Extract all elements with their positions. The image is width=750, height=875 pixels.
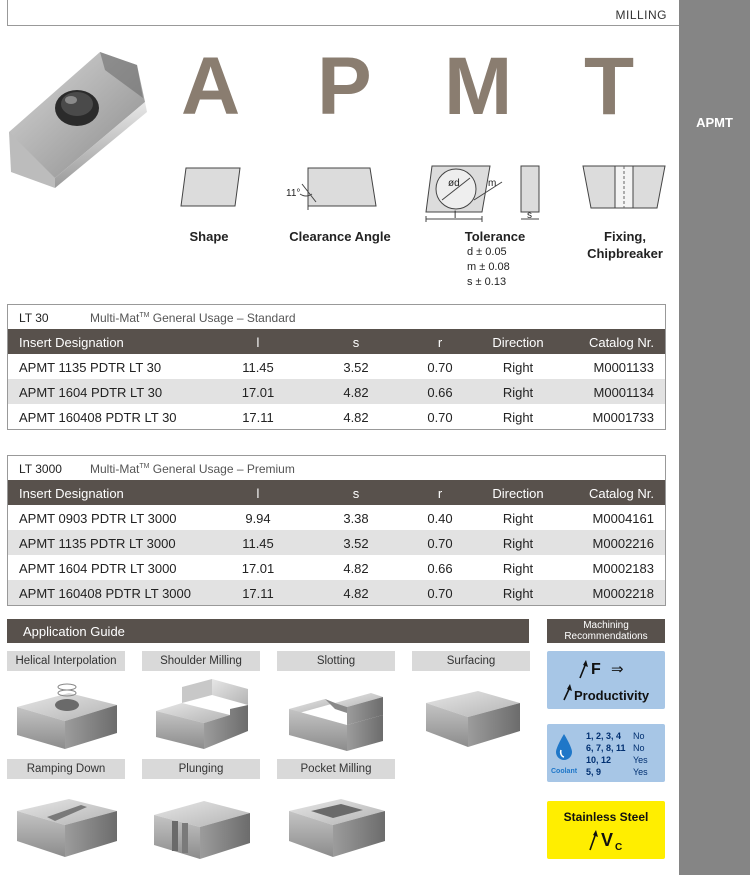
coolant-value: No xyxy=(633,743,645,753)
arrow-up-icon xyxy=(577,660,589,680)
sidebar-code: APMT xyxy=(696,115,733,130)
cell: M0004161 xyxy=(592,511,654,526)
cell: 4.82 xyxy=(343,586,369,601)
cell: Right xyxy=(502,410,534,425)
table-row xyxy=(8,379,665,404)
sidebar xyxy=(679,0,750,875)
app-slotting xyxy=(277,651,395,760)
cell: 3.52 xyxy=(343,536,369,551)
machining-recommendations-header xyxy=(547,619,665,643)
slotting-icon xyxy=(277,671,395,755)
cell: Right xyxy=(502,385,534,400)
col-direction: Direction xyxy=(492,486,544,501)
cell: 3.52 xyxy=(343,360,369,375)
code-letter-t: T xyxy=(584,41,635,132)
tolerance-d: d ± 0.05 xyxy=(467,246,507,258)
table-grade: LT 30 xyxy=(19,311,49,325)
diameter-label: ød xyxy=(448,178,460,189)
s-label: s xyxy=(527,210,532,221)
fixing-diagram xyxy=(581,164,667,212)
mr-title-2: Recommendations xyxy=(564,631,648,642)
app-surfacing xyxy=(412,651,530,760)
table-row xyxy=(8,404,665,429)
col-s: s xyxy=(352,486,360,501)
cell: 9.94 xyxy=(245,511,271,526)
cell: Right xyxy=(502,511,534,526)
app-ramping-down xyxy=(7,759,125,868)
ramping-down-icon xyxy=(7,779,125,863)
cell: APMT 160408 PDTR LT 3000 xyxy=(19,586,191,601)
cell: 0.40 xyxy=(427,511,453,526)
cell: 0.70 xyxy=(427,536,453,551)
table-description: Multi-Mat™ General Usage – Standard xyxy=(90,311,296,325)
caption-fixing-2: Chipbreaker xyxy=(587,246,663,261)
cell: 0.70 xyxy=(427,360,453,375)
caption-clearance: Clearance Angle xyxy=(289,229,391,244)
cell: APMT 1135 PDTR LT 30 xyxy=(19,360,162,375)
caption-tolerance: Tolerance xyxy=(464,229,526,244)
coolant-group: 10, 12 xyxy=(586,755,612,765)
col-direction: Direction xyxy=(492,335,544,350)
cell: Right xyxy=(502,561,534,576)
tolerance-s: s ± 0.13 xyxy=(467,276,507,288)
application-guide-title: Application Guide xyxy=(23,624,125,639)
tolerance-values xyxy=(467,245,510,290)
cell: Right xyxy=(502,536,534,551)
col-designation: Insert Designation xyxy=(19,486,124,501)
vc-label: V xyxy=(601,830,614,850)
app-helical-interpolation xyxy=(7,651,125,760)
tolerance-diagram xyxy=(424,160,549,224)
table-lt30 xyxy=(7,304,666,430)
cell: 4.82 xyxy=(343,561,369,576)
cell: 11.45 xyxy=(242,360,274,375)
cell: M0002216 xyxy=(592,536,654,551)
cell: APMT 160408 PDTR LT 30 xyxy=(19,410,177,425)
coolant-box xyxy=(547,724,665,782)
arrow-up-icon xyxy=(587,830,599,852)
app-label: Plunging xyxy=(142,759,260,779)
angle-label: 11° xyxy=(286,188,301,199)
coolant-label: Coolant xyxy=(551,768,578,775)
vc-subscript: C xyxy=(615,842,623,853)
shoulder-milling-icon xyxy=(142,671,260,755)
table-header-row xyxy=(8,329,665,354)
coolant-value: Yes xyxy=(633,767,648,777)
table-title xyxy=(8,456,665,480)
helical-interpolation-icon xyxy=(7,671,125,755)
mr-title-1: Machining xyxy=(583,620,629,631)
cell: APMT 1604 PDTR LT 30 xyxy=(19,385,163,400)
section-title: MILLING xyxy=(615,8,667,22)
caption-shape: Shape xyxy=(189,229,229,244)
coolant-value: No xyxy=(633,731,645,741)
col-l: l xyxy=(256,335,260,350)
cell: M0001733 xyxy=(592,410,654,425)
coolant-group: 5, 9 xyxy=(586,767,602,777)
clearance-diagram xyxy=(282,164,382,210)
col-r: r xyxy=(437,486,443,501)
code-letter-p: P xyxy=(317,41,372,132)
app-label: Ramping Down xyxy=(7,759,125,779)
table-row xyxy=(8,354,665,379)
col-catalog: Catalog Nr. xyxy=(588,335,654,350)
coolant-value: Yes xyxy=(633,755,648,765)
plunging-icon xyxy=(142,779,260,863)
cell: 4.82 xyxy=(343,410,369,425)
cell: 17.01 xyxy=(241,385,275,400)
arrow-up-icon xyxy=(561,684,573,702)
cell: Right xyxy=(502,360,534,375)
coolant-group: 1, 2, 3, 4 xyxy=(586,731,622,741)
application-guide-bar xyxy=(7,619,529,643)
col-r: r xyxy=(437,335,443,350)
app-label: Surfacing xyxy=(412,651,530,671)
cell: 11.45 xyxy=(242,536,274,551)
cell: 0.66 xyxy=(427,561,453,576)
coolant-group: 6, 7, 8, 11 xyxy=(586,743,626,753)
cell: 17.11 xyxy=(242,410,274,425)
tolerance-m: m ± 0.08 xyxy=(467,261,510,273)
double-arrow-icon: ⇒ xyxy=(611,661,624,678)
app-label: Shoulder Milling xyxy=(142,651,260,671)
shape-diagram xyxy=(180,164,242,210)
app-label: Slotting xyxy=(277,651,395,671)
cell: APMT 0903 PDTR LT 3000 xyxy=(19,511,177,526)
table-grade: LT 3000 xyxy=(19,462,62,476)
coolant-drop-icon xyxy=(555,733,573,761)
table-row xyxy=(8,580,665,605)
app-plunging xyxy=(142,759,260,868)
code-letter-a: A xyxy=(181,41,241,132)
cell: 17.11 xyxy=(242,586,274,601)
cell: 3.38 xyxy=(343,511,369,526)
cell: 4.82 xyxy=(343,385,369,400)
cell: 0.70 xyxy=(427,586,453,601)
app-label: Helical Interpolation xyxy=(7,651,125,671)
table-title xyxy=(8,305,665,329)
cell: APMT 1604 PDTR LT 3000 xyxy=(19,561,177,576)
l-label: l xyxy=(454,210,457,221)
material-label: Stainless Steel xyxy=(563,810,649,824)
cell: M0002183 xyxy=(592,561,654,576)
col-designation: Insert Designation xyxy=(19,335,124,350)
cell: M0001133 xyxy=(593,360,654,375)
insert-illustration xyxy=(5,50,155,190)
col-l: l xyxy=(256,486,260,501)
feed-productivity-box xyxy=(547,651,665,709)
m-label: m xyxy=(488,178,497,189)
page-header xyxy=(7,0,679,26)
cell: Right xyxy=(502,586,534,601)
col-catalog: Catalog Nr. xyxy=(588,486,654,501)
table-description: Multi-Mat™ General Usage – Premium xyxy=(90,462,295,476)
table-header-row xyxy=(8,480,665,505)
surfacing-icon xyxy=(412,671,530,755)
caption-fixing-1: Fixing, xyxy=(604,229,646,244)
cell: 0.66 xyxy=(427,385,453,400)
cell: 0.70 xyxy=(427,410,453,425)
pocket-milling-icon xyxy=(277,779,395,863)
cell: M0002218 xyxy=(592,586,654,601)
code-letter-m: M xyxy=(444,41,513,132)
app-shoulder-milling xyxy=(142,651,260,760)
table-row xyxy=(8,555,665,580)
material-box xyxy=(547,801,665,859)
table-row xyxy=(8,530,665,555)
table-lt3000 xyxy=(7,455,666,606)
table-row xyxy=(8,505,665,530)
app-pocket-milling xyxy=(277,759,395,868)
cell: M0001134 xyxy=(593,385,654,400)
col-s: s xyxy=(352,335,360,350)
feed-label: F xyxy=(591,661,601,678)
cell: APMT 1135 PDTR LT 3000 xyxy=(19,536,176,551)
app-label: Pocket Milling xyxy=(277,759,395,779)
cell: 17.01 xyxy=(241,561,275,576)
productivity-label: Productivity xyxy=(574,688,650,703)
